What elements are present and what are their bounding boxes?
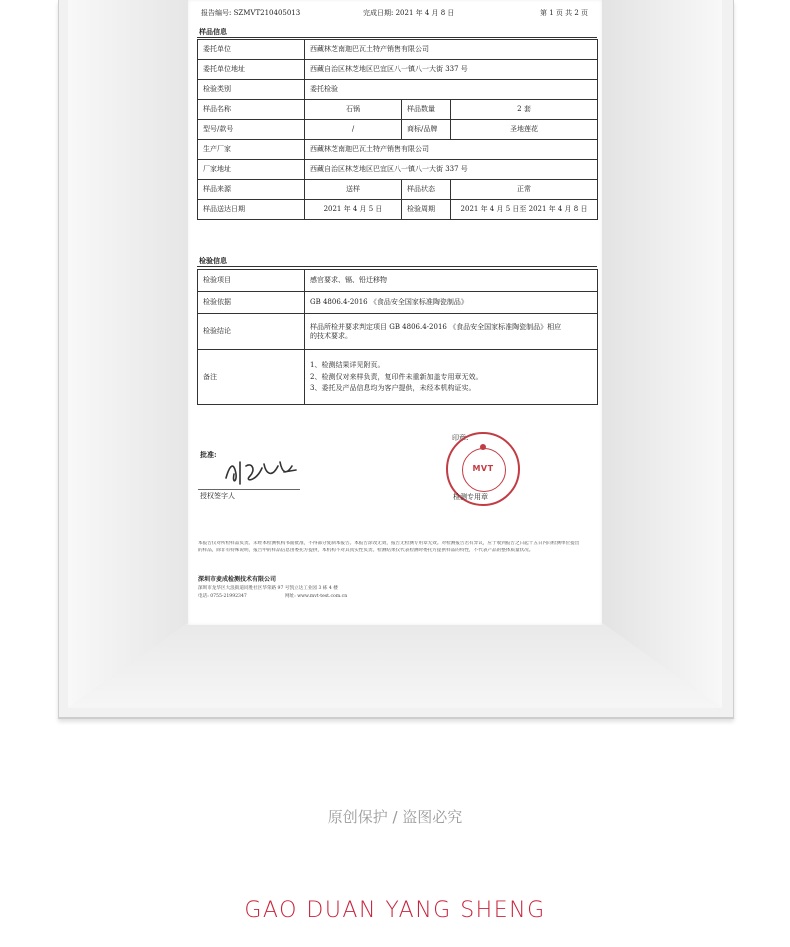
factory-address-label: 厂家地址 (198, 160, 305, 180)
conclusion-value (305, 314, 598, 350)
table-row (198, 160, 598, 180)
model-value: / (305, 120, 402, 140)
client-address-label: 委托单位地址 (198, 60, 305, 80)
test-info-table (197, 269, 598, 405)
company-phone: 电话: 0755-21992347 (198, 594, 247, 599)
manufacturer-value: 西藏林芝南迦巴瓦土特产销售有限公司 (305, 140, 598, 160)
table-row (198, 140, 598, 160)
table-row (198, 270, 598, 292)
company-website: 网址: www.mvt-test.com.cn (285, 594, 348, 599)
frame-bevel-right (602, 0, 722, 708)
factory-address-value: 西藏自治区林芝地区巴宜区八一镇八一大街 337 号 (305, 160, 598, 180)
sample-qty-label: 样品数量 (402, 100, 451, 120)
conclusion-line: 样品所检并要求判定项目 GB 4806.4-2016 《食品安全国家标准陶瓷制品》相应 (310, 323, 562, 332)
sample-name-value: 石锅 (305, 100, 402, 120)
page-number: 第 1 页 共 2 页 (540, 9, 589, 17)
seal-star (480, 444, 486, 450)
brand-value: 圣地莲花 (451, 120, 598, 140)
model-label: 型号/款号 (198, 120, 305, 140)
brand-name: GAO DUAN YANG SHENG (244, 898, 546, 923)
seal-label: 印章: (452, 434, 469, 442)
table-row (198, 60, 598, 80)
approve-label: 批准: (200, 450, 217, 459)
manufacturer-label: 生产厂家 (198, 140, 305, 160)
arrival-label: 样品送达日期 (198, 200, 305, 220)
basis-label: 检验依据 (198, 292, 305, 314)
state-value: 正常 (451, 180, 598, 200)
client-address-value: 西藏自治区林芝地区巴宜区八一镇八一大街 337 号 (305, 60, 598, 80)
frame-bevel-left (68, 0, 188, 708)
table-row (198, 120, 598, 140)
arrival-value: 2021 年 4 月 5 日 (305, 200, 402, 220)
sample-section-title: 样品信息 (199, 27, 227, 36)
test-section-title: 检验信息 (199, 256, 227, 265)
items-value: 感官要求、镉、铅迁移物 (305, 270, 598, 292)
period-label: 检验周期 (402, 200, 451, 220)
report-number: 报告编号: SZMVT210405013 (201, 9, 301, 17)
signature-line (198, 489, 300, 490)
client-label: 委托单位 (198, 40, 305, 60)
disclaimer-line: 本报告仅对所检样品负责。未经本检测机构书面批准，不得部分复制本报告。本报告涂改无效，报告无检测专用章无效。对检测报告若有异议，应于收到报告之日起十五日内向检测单位提出 (198, 541, 580, 546)
source-value: 送样 (305, 180, 402, 200)
conclusion-label: 检验结论 (198, 314, 305, 350)
signature-mark (222, 454, 300, 488)
sample-qty-value: 2 套 (451, 100, 598, 120)
period-value: 2021 年 4 月 5 日至 2021 年 4 月 8 日 (451, 200, 598, 220)
table-row (198, 80, 598, 100)
table-row (198, 200, 598, 220)
brand-label: 商标/品牌 (402, 120, 451, 140)
section-rule (197, 266, 597, 267)
company-name: 深圳市麦成检测技术有限公司 (198, 576, 277, 583)
disclaimer-line: 的样品，除非有特殊说明，报告中的样品信息由委托方提供，本机构不对其真实性负责。检测结果仅代表检测时委托方提供样品的特性，不代表产品的整体质量状况。 (198, 548, 534, 553)
items-label: 检验项目 (198, 270, 305, 292)
table-row (198, 314, 598, 350)
test-type-label: 检验类别 (198, 80, 305, 100)
client-value: 西藏林芝南迦巴瓦土特产销售有限公司 (305, 40, 598, 60)
table-row (198, 350, 598, 405)
table-row (198, 40, 598, 60)
sample-info-table (197, 39, 598, 220)
copyright-notice: 原创保护 / 盗图必究 (327, 808, 463, 826)
test-type-value: 委托检验 (305, 80, 598, 100)
table-row (198, 292, 598, 314)
conclusion-line: 的技术要求。 (310, 331, 352, 340)
remark-line: 1、检测结果详见附页。 (310, 361, 385, 370)
basis-value: GB 4806.4-2016 《食品安全国家标准陶瓷制品》 (305, 292, 598, 314)
remarks-label: 备注 (198, 350, 305, 405)
stamp-caption: 检测专用章 (453, 493, 488, 501)
table-row (198, 180, 598, 200)
remark-line: 3、委托及产品信息均为客户提供，未经本机构证实。 (310, 384, 476, 393)
state-label: 样品状态 (402, 180, 451, 200)
remarks-value (305, 350, 598, 405)
seal-logo: MVT (472, 464, 494, 473)
source-label: 样品来源 (198, 180, 305, 200)
table-row (198, 100, 598, 120)
section-rule (197, 37, 597, 38)
company-address: 深圳市龙华区大浪街道同胜社区华荣路 97 号凯立达工业园 3 栋 4 楼 (198, 586, 338, 591)
completion-date: 完成日期: 2021 年 4 月 8 日 (363, 9, 455, 17)
signer-label: 授权签字人 (200, 492, 235, 500)
remark-line: 2、检测仅对来样负责，复印件未重新加盖专用章无效。 (310, 372, 483, 381)
sample-name-label: 样品名称 (198, 100, 305, 120)
